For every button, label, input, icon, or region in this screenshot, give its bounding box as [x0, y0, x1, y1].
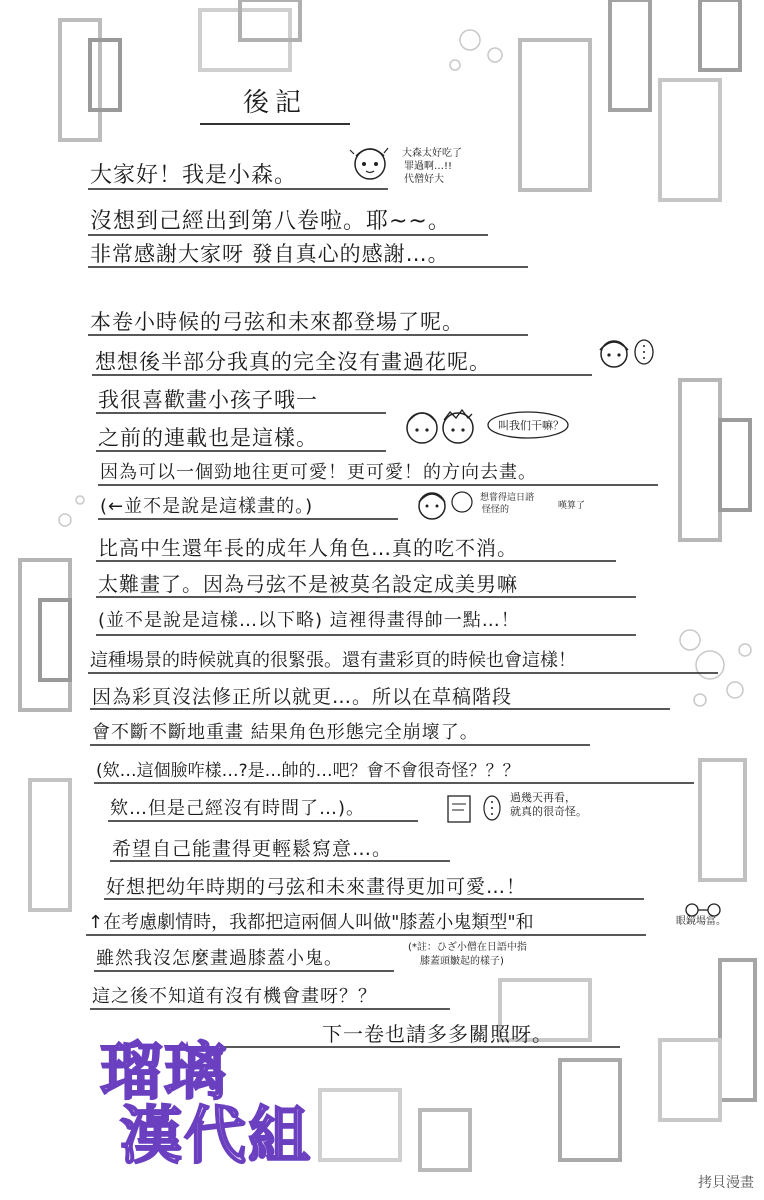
text-line-2: 沒想到己經出到第八卷啦。耶~~。 [90, 209, 451, 234]
text-line-1: 大家好！我是小森。 [90, 163, 298, 188]
underline-16 [94, 782, 694, 784]
underline-14 [90, 708, 670, 710]
sketch-figure-doodle [440, 790, 506, 828]
underline-22 [90, 1008, 450, 1010]
side-note-8: 過幾天再看， [510, 791, 576, 804]
text-line-9: (←並不是說是這樣畫的。) [100, 496, 314, 517]
text-line-5: 想想後半部分我真的完全沒有畫過花呢。 [95, 350, 491, 374]
text-line-21: 雖然我沒怎麼畫過膝蓋小鬼。 [96, 948, 343, 969]
underline-2 [88, 234, 488, 236]
side-note-3: 代僧好大 [404, 174, 444, 185]
text-line-7: 之前的連載也是這樣。 [98, 426, 318, 450]
text-line-12: (並不是說是這樣…以下略) 這裡得畫得帥一點…！ [98, 610, 520, 631]
footnote-2: 膝蓋頭皺起的樣子) [420, 956, 504, 967]
chibi-girl-doodle [592, 330, 662, 374]
text-line-16: (欸…這個臉咋樣…?是…帥的…吧？會不會很奇怪？？？ [96, 761, 520, 781]
group-logo [100, 1035, 313, 1172]
underline-20 [86, 934, 646, 936]
side-note-1: 大森太好吃了 [402, 148, 462, 159]
underline-4 [88, 334, 528, 336]
footnote-1: (*註：ひざ小僧在日語中指 [408, 942, 527, 953]
page-title: 後記 [200, 82, 350, 125]
underline-21 [94, 970, 394, 972]
text-line-11: 太難畫了。因為弓弦不是被莫名設定成美男嘛 [98, 572, 518, 596]
side-note-5: 想嘗得這日諮 [480, 493, 535, 503]
side-note-4: 叫我们干嘛？ [498, 419, 564, 432]
underline-1 [88, 188, 388, 190]
text-line-15: 會不斷不斷地重畫 結果角色形態完全崩壞了。 [92, 722, 479, 743]
underline-5 [92, 374, 592, 376]
side-note-6: 怪怪的 [482, 505, 510, 515]
text-line-23: 下一卷也請多多關照呀。 [322, 1022, 553, 1046]
text-line-22: 這之後不知道有沒有機會畫呀？？ [92, 986, 377, 1007]
underline-6 [96, 412, 386, 414]
text-line-4: 本卷小時候的弓弦和未來都登場了呢。 [90, 310, 464, 334]
underline-10 [96, 560, 616, 562]
text-line-18: 希望自己能畫得更輕鬆寫意…。 [112, 838, 393, 860]
text-line-10: 比高中生還年長的成年人角色…真的吃不消。 [98, 536, 518, 560]
logo-line-1: 瑠璃 [100, 1035, 229, 1108]
underline-3 [88, 266, 528, 268]
two-kids-doodle [396, 404, 496, 452]
underline-13 [88, 672, 718, 674]
chibi-sweat-doodle [410, 484, 474, 524]
underline-8 [98, 484, 658, 486]
side-note-10: 眼鏡場當。 [676, 916, 726, 927]
text-line-6: 我很喜歡畫小孩子哦一 [98, 388, 318, 412]
side-note-9: 就真的很奇怪。 [510, 805, 587, 818]
side-note-7: 嘆算了 [558, 501, 586, 511]
text-line-8: 因為可以一個勁地往更可愛！更可愛！的方向去畫。 [100, 462, 537, 483]
underline-18 [110, 860, 450, 862]
text-line-17: 欸…但是己經沒有時間了…)。 [110, 798, 366, 819]
underline-19 [104, 898, 644, 900]
side-note-2: 罪過啊…!! [404, 161, 453, 172]
text-line-3: 非常感謝大家呀 發自真心的感謝…。 [90, 242, 450, 266]
text-line-20: ↑在考慮劇情時，我都把這兩個人叫做"膝蓋小鬼類型"和 [88, 912, 534, 933]
text-line-19: 好想把幼年時期的弓弦和未來畫得更加可愛…！ [106, 876, 527, 898]
underline-12 [96, 634, 636, 636]
speech-bubble-doodle [486, 410, 570, 440]
text-line-14: 因為彩頁沒法修正所以就更…。所以在草稿階段 [92, 686, 513, 708]
underline-7 [96, 450, 386, 452]
underline-11 [96, 596, 636, 598]
underline-9 [98, 518, 398, 520]
logo-line-2: 漢代組 [120, 1099, 313, 1172]
chibi-face-doodle [346, 140, 396, 184]
glasses-icon [680, 902, 728, 918]
underline-17 [108, 820, 418, 822]
underline-15 [90, 744, 590, 746]
site-watermark: 拷貝漫畫 [698, 1175, 754, 1191]
text-line-13: 這種場景的時候就真的很緊張。還有畫彩頁的時候也會這樣！ [90, 650, 576, 671]
